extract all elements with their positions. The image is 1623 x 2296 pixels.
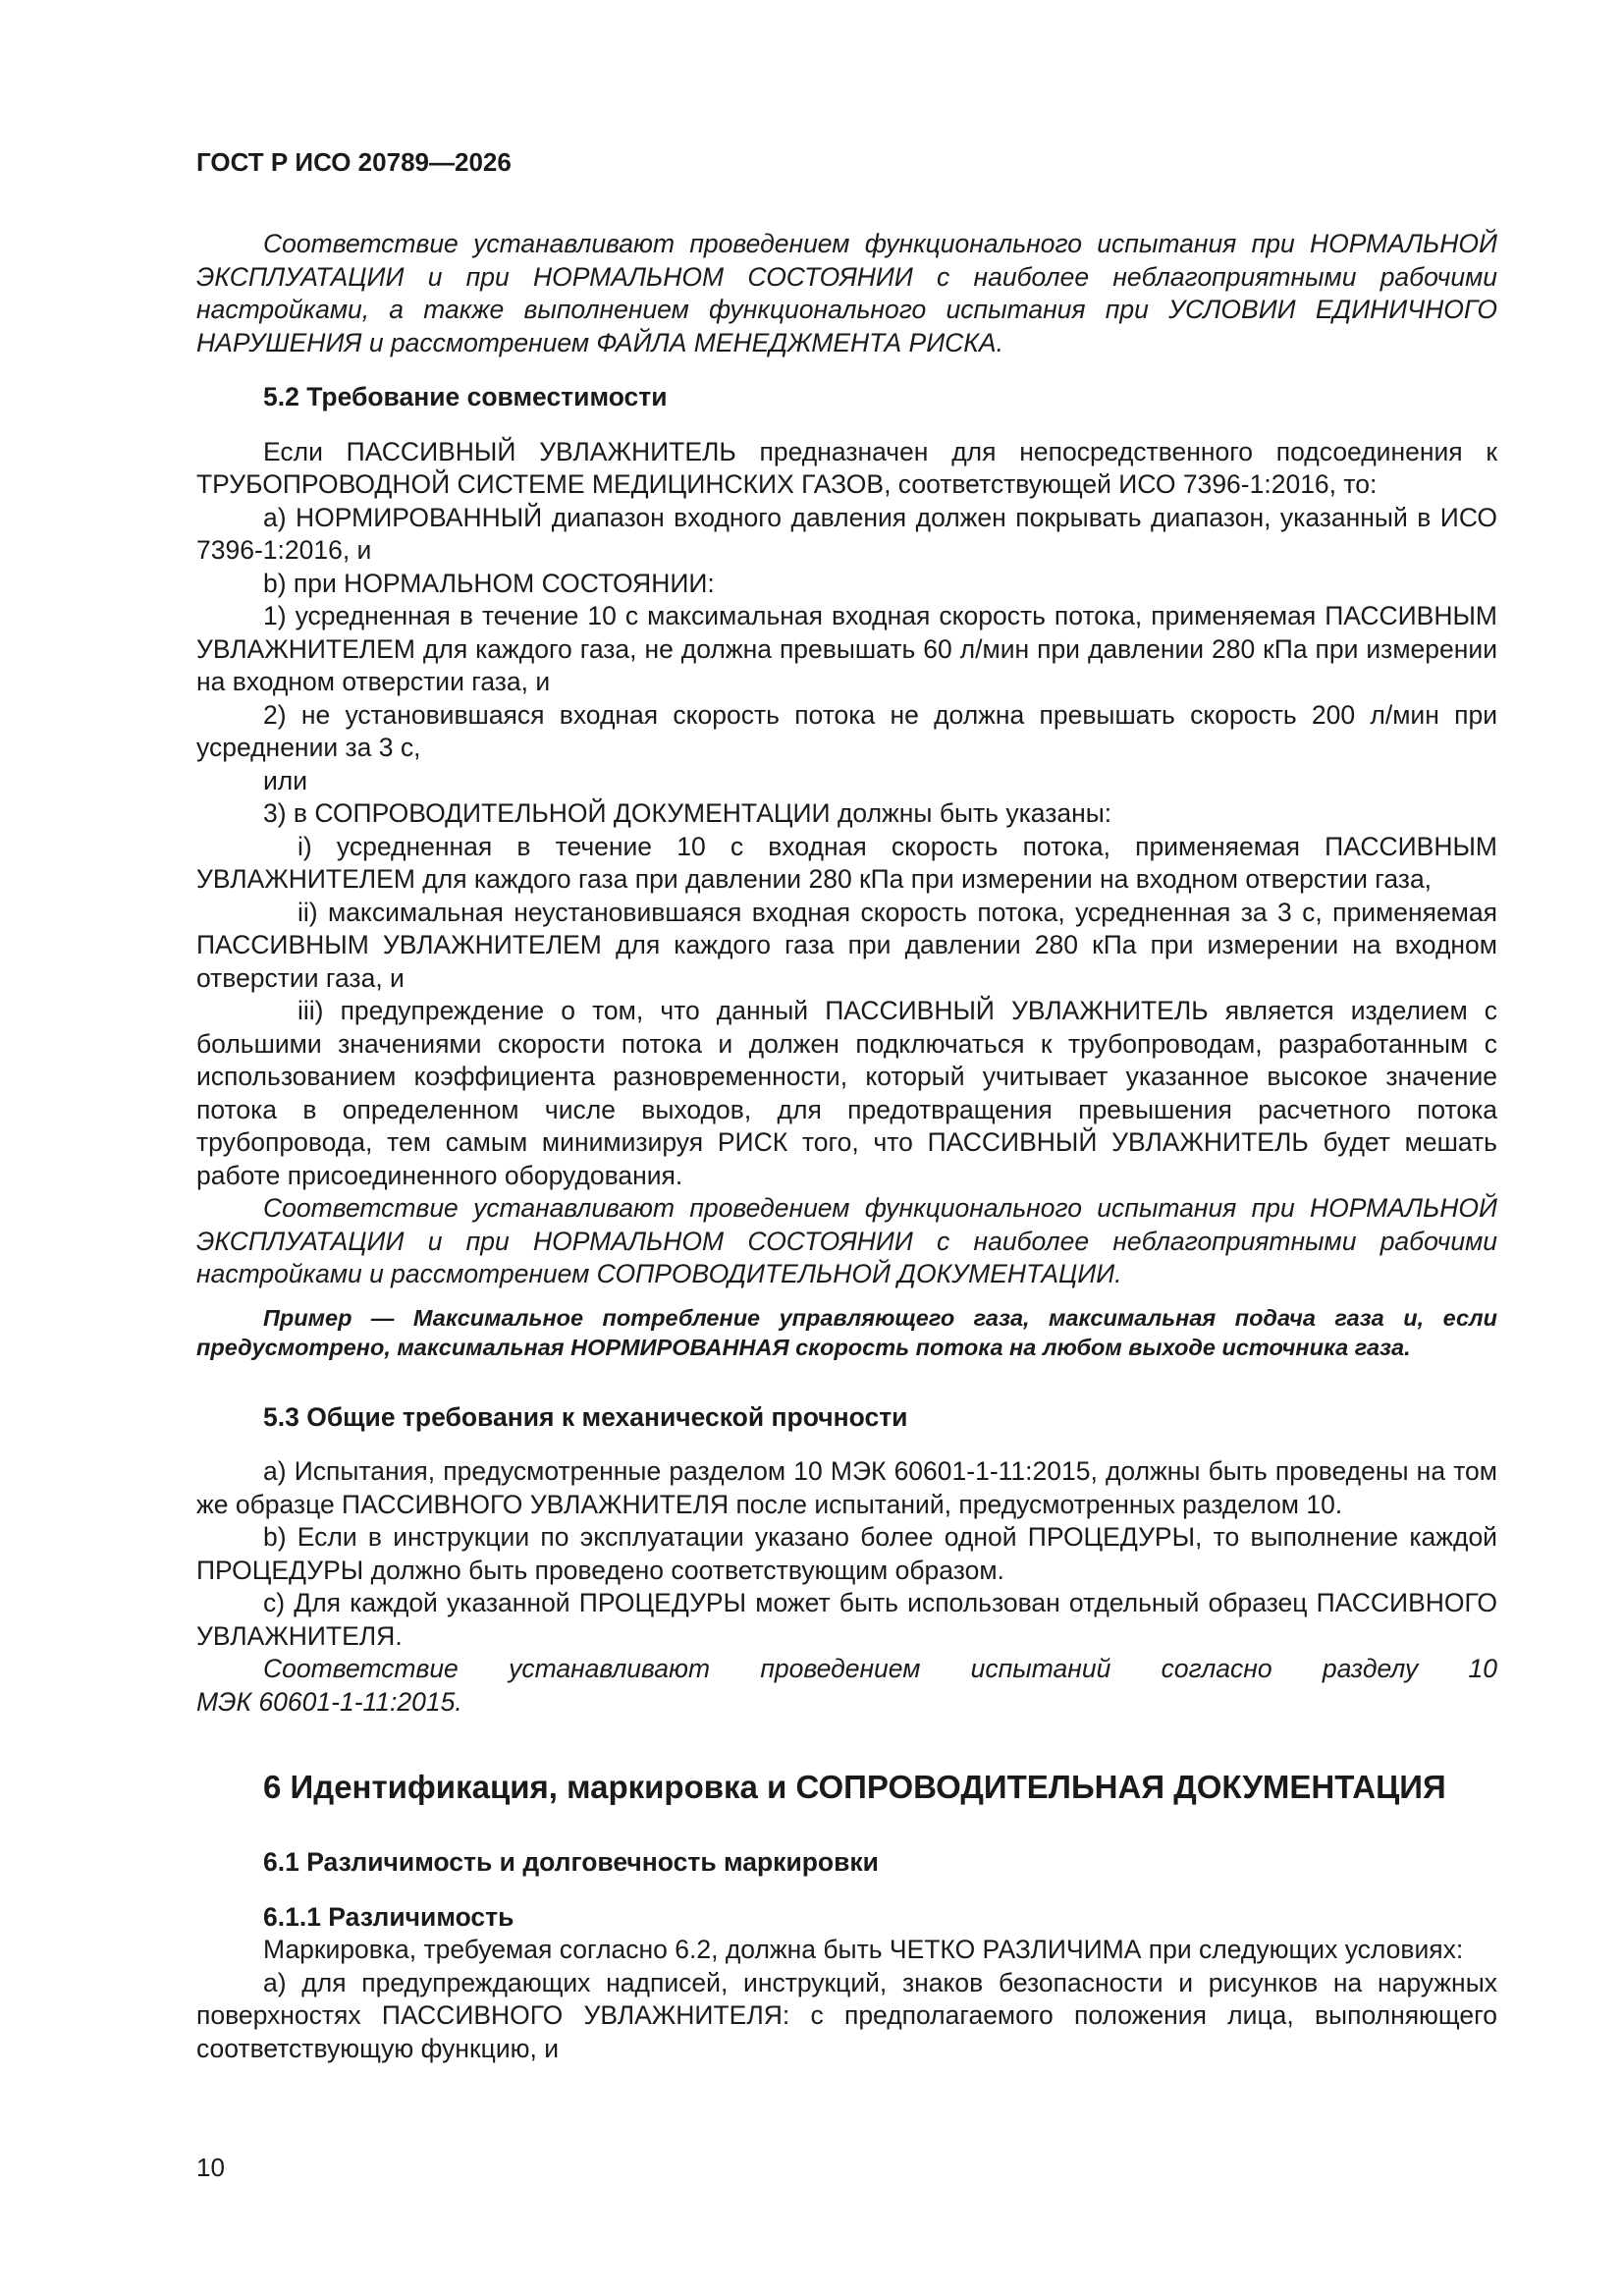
compliance-statement-continuation: МЭК 60601-1-11:2015. — [196, 1686, 462, 1717]
page-header-standard-code: ГОСТ Р ИСО 20789—2026 — [196, 147, 512, 177]
section-heading-6-1: 6.1 Различимость и долговечность маркировки — [263, 1847, 879, 1877]
section-heading-5-2: 5.2 Требование совместимости — [263, 382, 668, 411]
section-heading-5-3: 5.3 Общие требования к механической прочности — [263, 1401, 908, 1432]
section-heading-6-1-1: 6.1.1 Различимость — [263, 1901, 514, 1932]
list-item-b3-i: i) усредненная в течение 10 с входная скорость потока, применяемая ПАССИВНЫМ УВЛАЖНИТЕЛЕМ для каждого газа при давлении 280 кПа при измерении на входном отверстии газа, — [196, 831, 1497, 894]
list-item-b3-iii: iii) предупреждение о том, что данный ПАССИВНЫЙ УВЛАЖНИТЕЛЬ является изделием с большими значениями скорости потока и должен подключаться к трубопроводам, разработанным с использованием коэффициента разновременности, который учитывает указанное высокое значение потока в определенном числе выходов, для предотвращения превышения расчетного потока трубопровода, тем самым минимизируя РИСК того, что ПАССИВНЫЙ УВЛАЖНИТЕЛЬ будет мешать работе присоединенного оборудования. — [196, 996, 1497, 1190]
list-item-b: b) Если в инструкции по эксплуатации указано более одной ПРОЦЕДУРЫ, то выполнение каждой ПРОЦЕДУРЫ должно быть проведено соответствующим образом. — [196, 1522, 1497, 1585]
compliance-statement: Соответствие устанавливают проведением функционального испытания при НОРМАЛЬНОЙ ЭКСПЛУАТАЦИИ и при НОРМАЛЬНОМ СОСТОЯНИИ с наиболее неблагоприятными рабочими настройками, а также выполнением функционального испытания при УСЛОВИИ ЕДИНИЧНОГО НАРУШЕНИЯ и рассмотрением ФАЙЛА МЕНЕДЖМЕНТА РИСКА. — [196, 229, 1497, 357]
list-item-a: a) НОРМИРОВАННЫЙ диапазон входного давления должен покрывать диапазон, указанный в ИСО 7396-1:2016, и — [196, 502, 1497, 565]
list-item-b3-ii: ii) максимальная неустановившаяся входная скорость потока, усредненная за 3 с, применяемая ПАССИВНЫМ УВЛАЖНИТЕЛЕМ для каждого газа при давлении 280 кПа при измерении на входном отверстии газа, и — [196, 897, 1497, 993]
compliance-statement: Соответствие устанавливают проведением испытаний согласно разделу 10 — [263, 1654, 1497, 1683]
list-item-b: b) при НОРМАЛЬНОМ СОСТОЯНИИ: — [263, 568, 715, 598]
list-item-b2: 2) не установившаяся входная скорость потока не должна превышать скорость 200 л/мин при усреднении за 3 с, — [196, 699, 1497, 762]
compliance-statement: Соответствие устанавливают проведением функционального испытания при НОРМАЛЬНОЙ ЭКСПЛУАТАЦИИ и при НОРМАЛЬНОМ СОСТОЯНИИ с наиболее неблагоприятными рабочими настройками и рассмотрением СОПРОВОДИТЕЛЬНОЙ ДОКУМЕНТАЦИИ. — [196, 1193, 1497, 1288]
list-item-c: c) Для каждой указанной ПРОЦЕДУРЫ может быть использован отдельный образец ПАССИВНОГО УВЛАЖНИТЕЛЯ. — [196, 1588, 1497, 1651]
page-content — [196, 147, 1497, 2065]
section-heading-6: 6 Идентификация, маркировка и СОПРОВОДИТЕЛЬНАЯ ДОКУМЕНТАЦИЯ — [263, 1769, 1446, 1805]
paragraph: Маркировка, требуемая согласно 6.2, должна быть ЧЕТКО РАЗЛИЧИМА при следующих условиях: — [263, 1935, 1464, 1964]
list-item-a: a) Испытания, предусмотренные разделом 10 МЭК 60601-1-11:2015, должны быть проведены на том же образце ПАССИВНОГО УВЛАЖНИТЕЛЯ после испытаний, предусмотренных разделом 10. — [196, 1456, 1497, 1519]
page-number: 10 — [196, 2153, 225, 2182]
paragraph: Если ПАССИВНЫЙ УВЛАЖНИТЕЛЬ предназначен для непосредственного подсоединения к ТРУБОПРОВОДНОЙ СИСТЕМЕ МЕДИЦИНСКИХ ГАЗОВ, соответствующей ИСО 7396-1:2016, то: — [196, 436, 1497, 499]
list-item-b1: 1) усредненная в течение 10 с максимальная входная скорость потока, применяемая ПАССИВНЫМ УВЛАЖНИТЕЛЕМ для каждого газа, не должна превышать 60 л/мин при давлении 280 кПа при измерении на входном отверстии газа, и — [196, 601, 1497, 696]
list-item-b3: 3) в СОПРОВОДИТЕЛЬНОЙ ДОКУМЕНТАЦИИ должны быть указаны: — [263, 798, 1112, 828]
example-note: Пример — Максимальное потребление управляющего газа, максимальная подача газа и, если предусмотрено, максимальная НОРМИРОВАННАЯ скорость потока на любом выходе источника газа. — [196, 1304, 1497, 1360]
list-item-a: a) для предупреждающих надписей, инструкций, знаков безопасности и рисунков на наружных поверхностях ПАССИВНОГО УВЛАЖНИТЕЛЯ: с предполагаемого положения лица, выполняющего соответствующую функцию, и — [196, 1967, 1497, 2063]
or-separator: или — [263, 765, 308, 795]
